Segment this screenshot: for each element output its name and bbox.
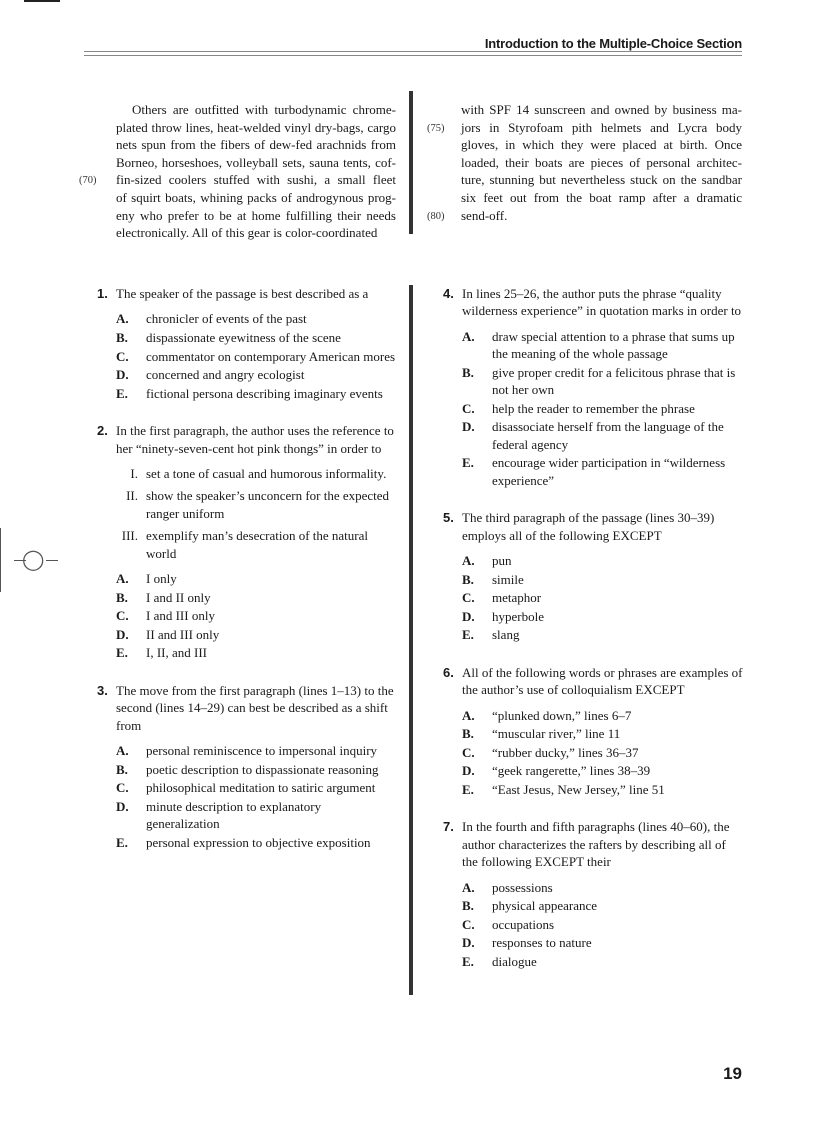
question-stem: [443, 818, 743, 870]
choice-text: “East Jesus, New Jersey,” line 51: [492, 782, 665, 797]
choice-letter: C.: [116, 780, 129, 796]
answer-choice: [116, 348, 397, 365]
passage-line-text: ture, stunning but nevertheless stuck on the sandbar: [461, 172, 742, 188]
passage-line: [116, 224, 396, 242]
answer-choices: [443, 552, 743, 644]
passage-line: [79, 171, 396, 189]
choice-letter: C.: [116, 348, 129, 364]
answer-choice: [462, 744, 743, 761]
passage-line: [461, 136, 742, 154]
choice-text: personal expression to objective exposition: [146, 834, 371, 850]
choice-text: metaphor: [492, 590, 542, 606]
question-stem-text: The speaker of the passage is best described as a: [116, 286, 369, 301]
passage-line: [116, 101, 396, 119]
passage-line-text: jors in Styrofoam pith helmets and Lycra body: [461, 119, 742, 135]
choice-text: responses to nature: [492, 935, 592, 951]
question-block: [443, 285, 743, 489]
choice-letter: E.: [462, 782, 474, 797]
roman-options: [97, 465, 397, 562]
answer-choice: [116, 310, 397, 327]
answer-choice: [462, 454, 743, 489]
question-stem-text: The move from the first paragraph (lines 1–13) to the second (lines 14–29) can best be described as a shift from: [116, 682, 394, 733]
passage-line-text: send-off.: [461, 207, 508, 223]
answer-choice: [116, 626, 397, 643]
choice-text: I only: [146, 571, 177, 587]
passage-line: [461, 101, 742, 119]
roman-numeral: II.: [126, 488, 138, 504]
binding-crop-mark: [0, 528, 5, 592]
choice-letter: C.: [462, 590, 475, 606]
answer-choice: [462, 897, 743, 914]
choice-text: possessions: [492, 879, 553, 895]
choice-text: slang: [492, 627, 520, 643]
choice-letter: E.: [116, 834, 128, 850]
answer-choice: [462, 571, 743, 588]
passage-left-column: [79, 101, 396, 242]
choice-letter: A.: [462, 328, 475, 344]
question-block: [443, 664, 743, 799]
answer-choice: [462, 589, 743, 606]
choice-text: pun: [492, 553, 512, 569]
question-number: 5.: [443, 510, 454, 526]
passage-right-column: [427, 101, 742, 224]
choice-text: fictional persona describing imaginary events: [146, 385, 383, 401]
choice-letter: D.: [462, 763, 475, 779]
passage-line-text: Others are outfitted with turbodynamic chrome-: [132, 102, 396, 117]
choice-letter: B.: [116, 589, 128, 605]
question-column-divider: [409, 285, 413, 995]
choice-letter: D.: [462, 608, 475, 624]
choice-text: help the reader to remember the phrase: [492, 400, 695, 416]
choice-letter: B.: [116, 761, 128, 777]
answer-choice: [462, 364, 743, 399]
choice-text: I and III only: [146, 608, 215, 624]
choice-text: dispassionate eyewitness of the scene: [146, 330, 341, 345]
header-rule: [84, 51, 742, 56]
question-block: [97, 422, 397, 662]
choice-letter: B.: [462, 726, 474, 742]
passage-line-text: plated throw lines, heat-welded vinyl dry-bags, cargo: [116, 119, 396, 135]
choice-text: dialogue: [492, 954, 537, 969]
roman-option: [116, 487, 397, 522]
answer-choice: [462, 781, 743, 798]
corner-crop-mark: [24, 0, 60, 2]
line-number: (75): [427, 122, 445, 134]
answer-choice: [462, 725, 743, 742]
choice-text: give proper credit for a felicitous phrase that is not her own: [492, 364, 736, 398]
answer-choice: [462, 626, 743, 643]
choice-letter: D.: [116, 626, 129, 642]
choice-letter: A.: [116, 571, 129, 587]
question-block: [97, 682, 397, 851]
question-block: [443, 509, 743, 644]
question-number: 4.: [443, 286, 454, 301]
choice-letter: D.: [116, 367, 129, 383]
passage-line: [116, 189, 396, 207]
answer-choices: [97, 570, 397, 662]
choice-letter: A.: [462, 879, 475, 895]
choice-letter: A.: [116, 311, 129, 327]
question-block: [443, 818, 743, 970]
question-block: [97, 285, 397, 402]
passage-column-divider: [409, 91, 413, 234]
choice-letter: C.: [462, 744, 475, 760]
choice-letter: B.: [462, 898, 474, 914]
question-stem: [443, 509, 743, 544]
answer-choice: [116, 742, 397, 759]
choice-letter: A.: [116, 743, 129, 759]
answer-choice: [116, 798, 397, 833]
answer-choice: [462, 934, 743, 951]
answer-choice: [462, 400, 743, 417]
question-stem-text: The third paragraph of the passage (lines 30–39) employs all of the following EXCEPT: [462, 510, 715, 543]
roman-option-text: exemplify man’s desecration of the natural world: [146, 528, 369, 561]
passage-line: [116, 207, 396, 225]
answer-choices: [97, 310, 397, 402]
roman-option-text: set a tone of casual and humorous informality.: [146, 466, 387, 481]
choice-letter: D.: [462, 935, 475, 951]
passage-line-text: gloves, in which they were placed at birth. Once: [461, 137, 742, 153]
choice-letter: E.: [462, 455, 474, 471]
answer-choices: [443, 328, 743, 489]
choice-letter: D.: [116, 798, 129, 814]
choice-text: II and III only: [146, 626, 220, 642]
passage-line-text: nets spun from the fibers of dew-fed arachnids from: [116, 137, 396, 153]
answer-choice: [462, 707, 743, 724]
answer-choice: [462, 328, 743, 363]
question-stem: [97, 285, 397, 302]
questions-right-column: [443, 285, 743, 990]
running-head: Introduction to the Multiple-Choice Section: [484, 36, 742, 51]
answer-choice: [116, 834, 397, 851]
registration-line-right: [46, 560, 58, 561]
answer-choice: [462, 552, 743, 569]
choice-text: concerned and angry ecologist: [146, 367, 305, 383]
choice-letter: C.: [462, 400, 475, 416]
choice-letter: E.: [462, 627, 474, 643]
roman-option: [116, 527, 397, 562]
answer-choice: [462, 762, 743, 779]
questions-left-column: [97, 285, 397, 871]
choice-text: occupations: [492, 916, 555, 932]
question-stem-text: In lines 25–26, the author puts the phrase “quality wilderness experience” in quotation marks in order to: [462, 286, 742, 319]
choice-letter: A.: [462, 553, 475, 569]
answer-choice: [116, 589, 397, 606]
choice-letter: E.: [462, 954, 474, 969]
question-stem-text: All of the following words or phrases are examples of the author’s use of colloquialism EXCEPT: [462, 664, 743, 698]
choice-text: chronicler of events of the past: [146, 311, 307, 327]
choice-letter: B.: [116, 330, 128, 345]
passage-line: [461, 171, 742, 189]
passage-line-text: with SPF 14 sunscreen and owned by business ma-: [461, 102, 742, 117]
choice-text: I, II, and III: [146, 645, 207, 661]
passage-line-text: loaded, their boats are pieces of personal architec-: [461, 154, 742, 170]
choice-text: “rubber ducky,” lines 36–37: [492, 744, 639, 760]
choice-letter: B.: [462, 571, 474, 587]
choice-letter: B.: [462, 364, 474, 380]
choice-letter: D.: [462, 419, 475, 435]
answer-choice: [116, 644, 397, 661]
page-number: 19: [723, 1064, 742, 1083]
question-stem-text: In the fourth and fifth paragraphs (lines 40–60), the author characterizes the rafters by describing all of the following EXCEPT their: [462, 819, 730, 870]
line-number: (70): [79, 175, 97, 187]
question-number: 7.: [443, 819, 454, 835]
passage-line: [116, 136, 396, 154]
choice-text: personal reminiscence to impersonal inquiry: [146, 743, 378, 759]
choice-letter: E.: [116, 645, 128, 661]
choice-text: “plunked down,” lines 6–7: [492, 707, 632, 723]
choice-letter: A.: [462, 707, 475, 723]
choice-text: simile: [492, 571, 524, 587]
answer-choices: [443, 879, 743, 971]
choice-text: disassociate herself from the language of the federal agency: [492, 419, 724, 452]
answer-choice: [116, 385, 397, 402]
answer-choice: [462, 879, 743, 896]
passage-line-text: six feet out from the boat ramp after a dramatic: [461, 189, 742, 205]
choice-text: philosophical meditation to satiric argument: [146, 780, 376, 796]
line-number: (80): [427, 210, 445, 222]
choice-text: “geek rangerette,” lines 38–39: [492, 763, 651, 779]
passage-line: [461, 154, 742, 172]
choice-text: encourage wider participation in “wilderness experience”: [492, 455, 726, 488]
choice-text: poetic description to dispassionate reasoning: [146, 761, 379, 777]
answer-choice: [116, 570, 397, 587]
choice-text: hyperbole: [492, 608, 544, 624]
passage-line-text: electronically. All of this gear is color-coordinated: [116, 225, 378, 241]
question-number: 6.: [443, 664, 454, 680]
question-stem: [97, 682, 397, 734]
question-stem: [443, 285, 743, 320]
choice-text: physical appearance: [492, 898, 598, 914]
registration-mark-icon: ◯: [22, 547, 45, 571]
passage-line: [116, 119, 396, 137]
choice-letter: C.: [462, 916, 475, 932]
passage-line-text: fin-sized coolers stuffed with sushi, a small fleet: [116, 172, 396, 188]
choice-text: I and II only: [146, 589, 211, 605]
roman-option: [116, 465, 397, 482]
passage-line-text: of squirt boats, whining packs of androgynous prog-: [116, 189, 396, 205]
question-number: 1.: [97, 286, 108, 301]
answer-choices: [443, 707, 743, 799]
roman-numeral: I.: [130, 466, 138, 481]
answer-choice: [116, 366, 397, 383]
passage-line: [427, 119, 742, 137]
question-stem: [443, 664, 743, 699]
passage-line: [116, 154, 396, 172]
choice-text: commentator on contemporary American mores: [146, 348, 396, 364]
answer-choice: [462, 953, 743, 970]
answer-choices: [97, 742, 397, 851]
choice-letter: E.: [116, 385, 128, 401]
passage-line-text: eny who prefer to be at home fulfilling their needs: [116, 207, 396, 223]
question-number: 3.: [97, 682, 108, 698]
passage-line: [427, 207, 742, 225]
answer-choice: [462, 916, 743, 933]
answer-choice: [116, 607, 397, 624]
roman-option-text: show the speaker’s unconcern for the expected ranger uniform: [146, 488, 390, 521]
answer-choice: [116, 761, 397, 778]
choice-text: “muscular river,” line 11: [492, 726, 621, 742]
answer-choice: [462, 418, 743, 453]
roman-numeral: III.: [121, 528, 138, 544]
choice-text: draw special attention to a phrase that sums up the meaning of the whole passage: [492, 328, 735, 362]
answer-choice: [462, 608, 743, 625]
question-stem: [97, 422, 397, 457]
passage-line-text: Borneo, horseshoes, volleyball sets, sauna tents, cof-: [116, 154, 396, 170]
passage-line: [461, 189, 742, 207]
answer-choice: [116, 329, 397, 346]
question-number: 2.: [97, 423, 108, 439]
question-stem-text: In the first paragraph, the author uses the reference to her “ninety-seven-cent hot pink thongs” in order to: [116, 423, 394, 456]
choice-letter: C.: [116, 608, 129, 624]
answer-choice: [116, 779, 397, 796]
choice-text: minute description to explanatory generalization: [146, 798, 322, 832]
